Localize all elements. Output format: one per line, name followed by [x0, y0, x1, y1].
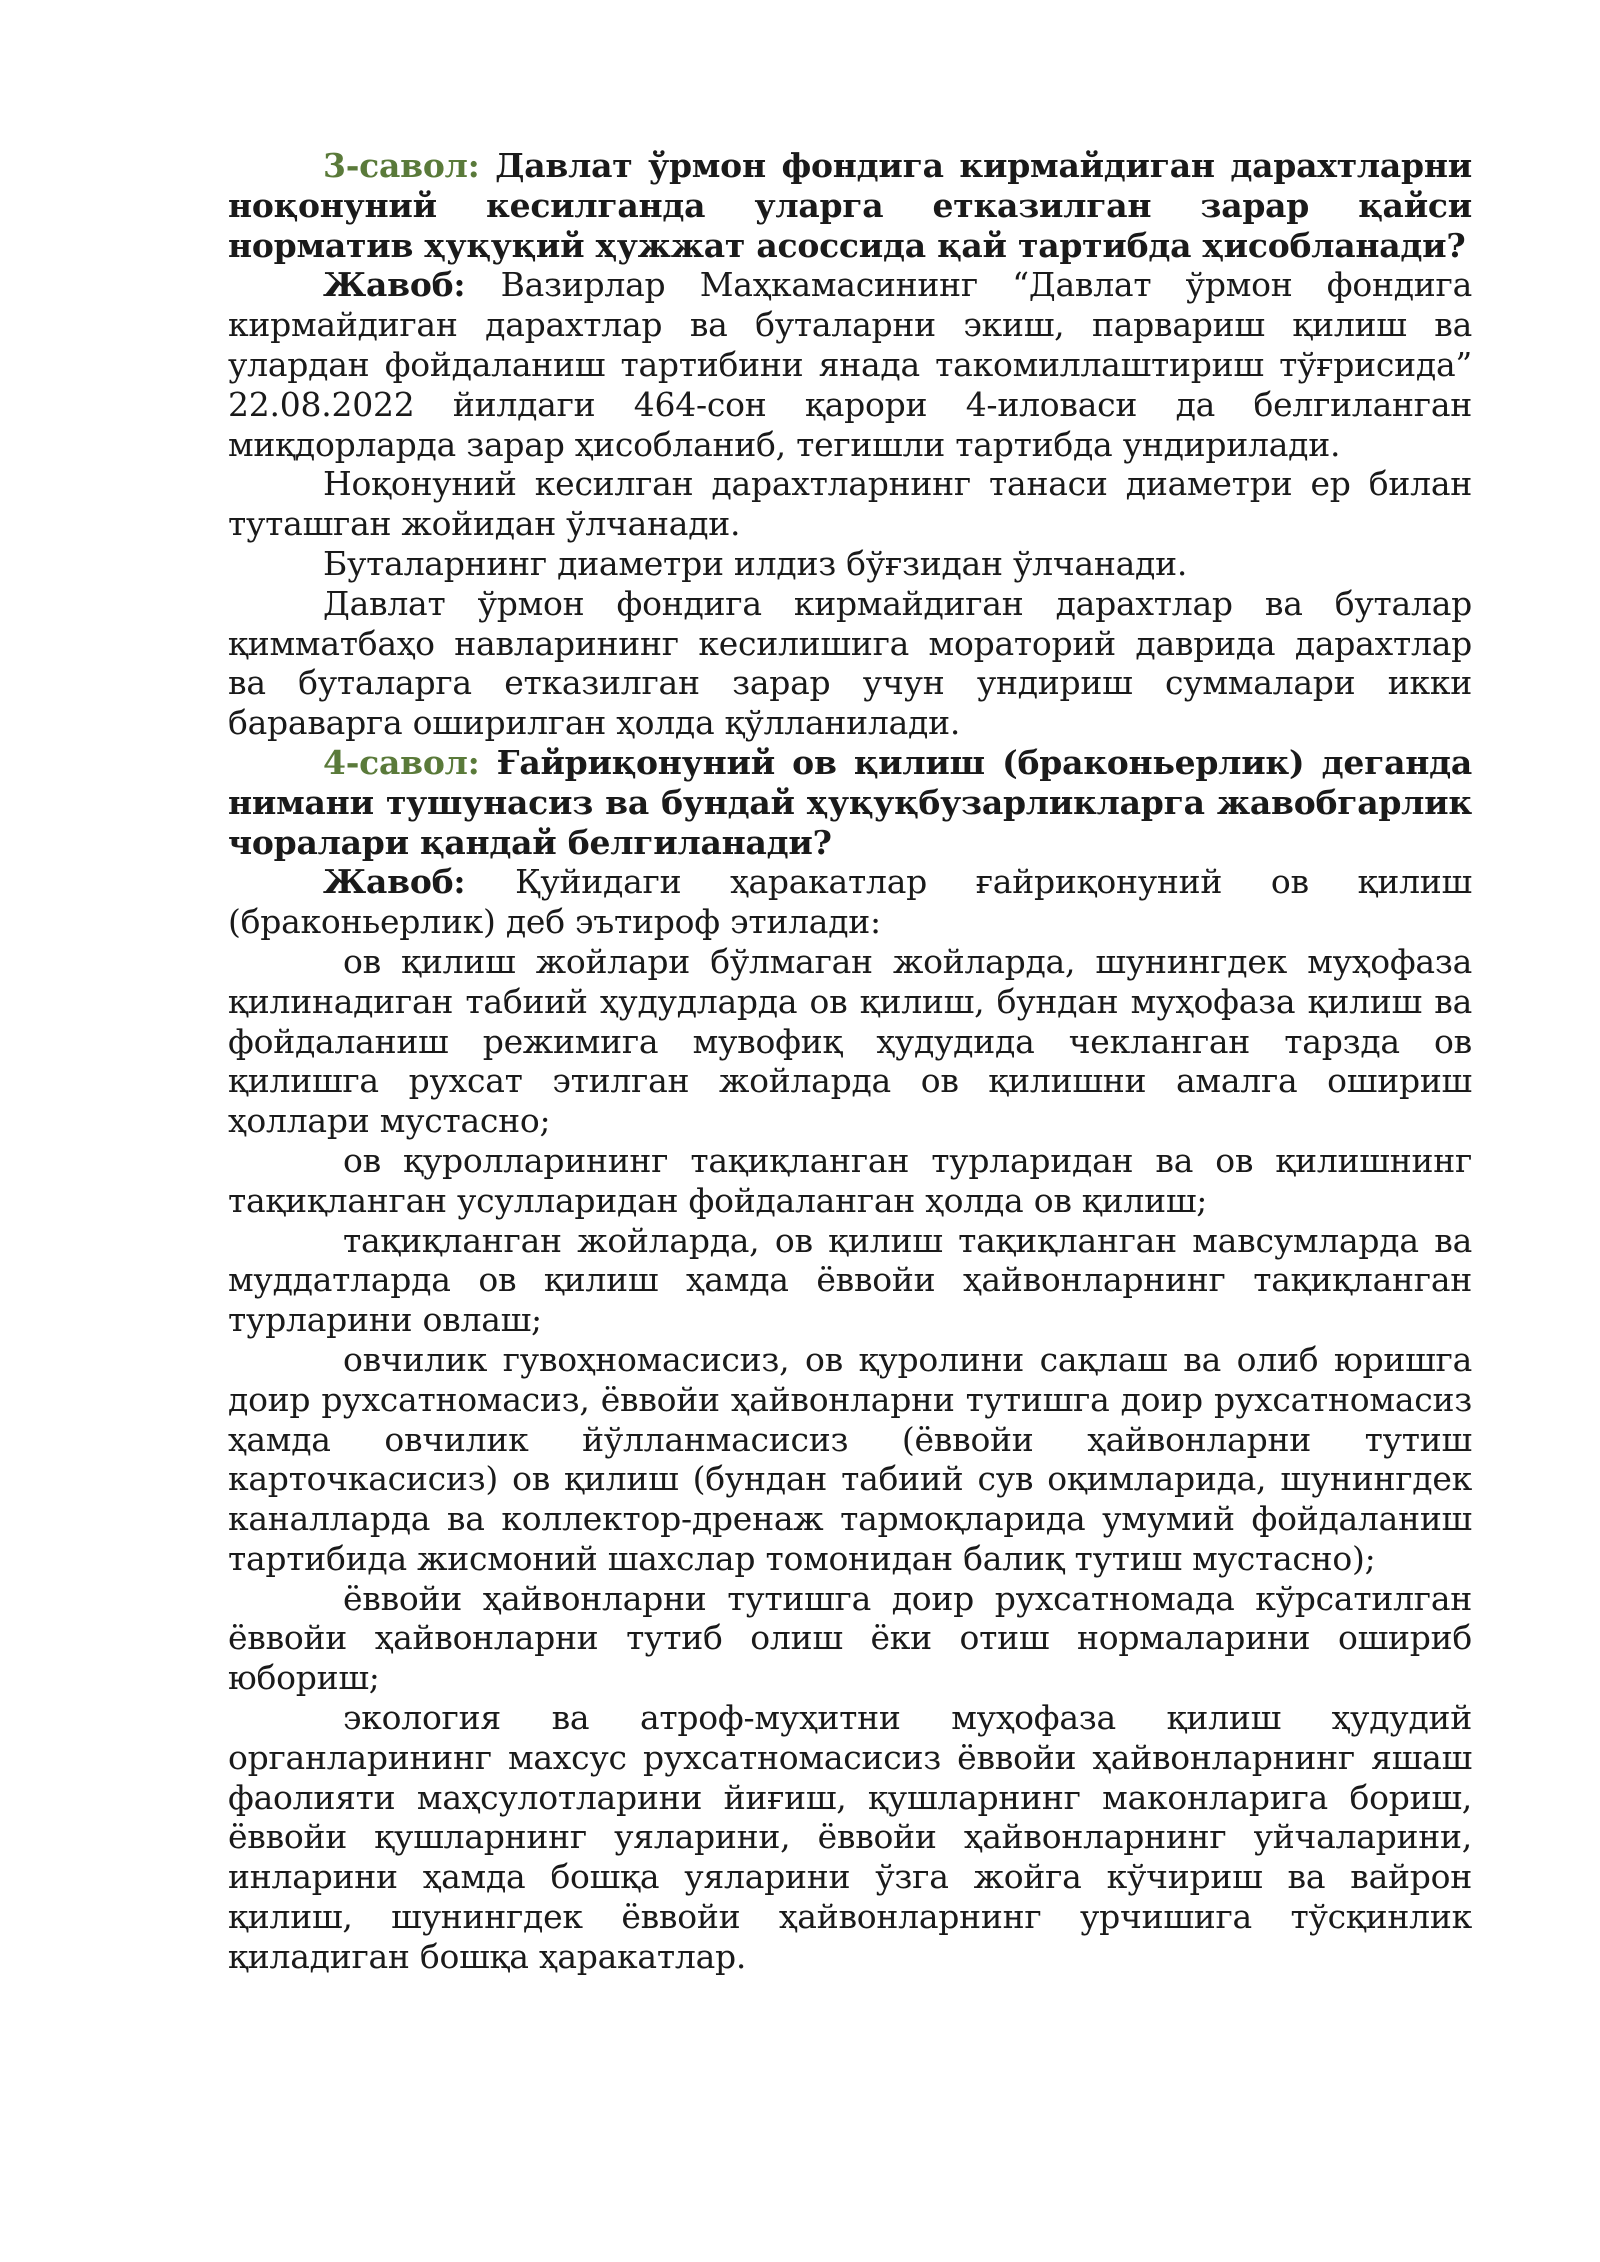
question-text: Ғайриқонуний ов қилиш (браконьерлик) деганда нимани тушунасиз ва бундай ҳуқуқбузарликларга жавобгарлик чоралари қандай белгиланади?	[228, 742, 1472, 862]
answer-3-paragraph: Ноқонуний кесилган дарахтларнинг танаси диаметри ер билан туташган жойидан ўлчанади.	[228, 464, 1472, 544]
answer-label: Жавоб:	[323, 862, 516, 902]
answer-text: Қуйидаги ҳаракатлар ғайриқонуний ов қилиш (браконьерлик) деб эътироф этилади:	[228, 862, 1472, 942]
question-3	[228, 146, 1472, 265]
list-item: экология ва атроф-муҳитни муҳофаза қилиш ҳудудий органларининг махсус рухсатномасисиз ёввойи ҳайвонларнинг яшаш фаолияти маҳсулотларини йиғиш, қушларнинг маконларига бориш, ёввойи қушларнинг уяларини, ёввойи ҳайвонларнинг уйчаларини, инларини ҳамда бошқа уяларини ўзга жойга кўчириш ва вайрон қилиш, шунингдек ёввойи ҳайвонларнинг урчишига тўсқинлик қиладиган бошқа ҳаракатлар.	[228, 1698, 1472, 1976]
answer-3-paragraph: Давлат ўрмон фондига кирмайдиган дарахтлар ва буталар қимматбаҳо навларининг кесилишига мораторий даврида дарахтлар ва буталарга етказилган зарар учун ундириш суммалари икки бараварга оширилган ҳолда қўлланилади.	[228, 583, 1472, 743]
list-item: овчилик гувоҳномасисиз, ов қуролини сақлаш ва олиб юришга доир рухсатномасиз, ёввойи ҳайвонларни тутишга доир рухсатномасиз ҳамда овчилик йўлланмасисиз (ёввойи ҳайвонларни тутиш карточкасисиз) ов қилиш (бундан табиий сув оқимларида, шунингдек каналларда ва коллектор-дренаж тармоқларида умумий фойдаланиш тартибида жисмоний шахслар томонидан балиқ тутиш мустасно);	[228, 1339, 1472, 1578]
answer-label: Жавоб:	[323, 265, 501, 305]
document-page	[228, 146, 1472, 1977]
list-item: ёввойи ҳайвонларни тутишга доир рухсатномада кўрсатилган ёввойи ҳайвонларни тутиб олиш ёки отиш нормаларини ошириб юбориш;	[228, 1578, 1472, 1698]
answer-3	[228, 265, 1472, 464]
answer-4	[228, 862, 1472, 942]
question-label: 3-савол:	[323, 146, 496, 185]
list-item: ов қуролларининг тақиқланган турларидан ва ов қилишнинг тақиқланган усулларидан фойдаланган ҳолда ов қилиш;	[228, 1140, 1472, 1220]
question-label: 4-савол:	[323, 742, 497, 782]
answer-3-paragraph: Буталарнинг диаметри илдиз бўғзидан ўлчанади.	[323, 543, 1188, 583]
list-item: тақиқланган жойларда, ов қилиш тақиқланган мавсумларда ва муддатларда ов қилиш ҳамда ёввойи ҳайвонларнинг тақиқланган турларини овлаш;	[228, 1220, 1472, 1340]
answer-text: Вазирлар Маҳкамасининг “Давлат ўрмон фондига кирмайдиган дарахтлар ва буталарни экиш, парвариш қилиш ва улардан фойдаланиш тартибини янада такомиллаштириш тўғрисида” 22.08.2022 йилдаги 464-сон қарори 4-иловаси да белгиланган миқдорларда зарар ҳисобланиб, тегишли тартибда ундирилади.	[228, 265, 1472, 464]
question-text: Давлат ўрмон фондига кирмайдиган дарахтларни ноқонуний кесилганда уларга етказилган зарар қайси норматив ҳуқуқий ҳужжат асоссида қай тартибда ҳисобланади?	[228, 146, 1472, 265]
question-4	[228, 743, 1472, 862]
list-item: ов қилиш жойлари бўлмаган жойларда, шунингдек муҳофаза қилинадиган табиий ҳудудларда ов қилиш, бундан муҳофаза қилиш ва фойдаланиш режимига мувофиқ ҳудудида чекланган тарзда ов қилишга рухсат этилган жойларда ов қилишни амалга ошириш ҳоллари мустасно;	[228, 941, 1472, 1141]
